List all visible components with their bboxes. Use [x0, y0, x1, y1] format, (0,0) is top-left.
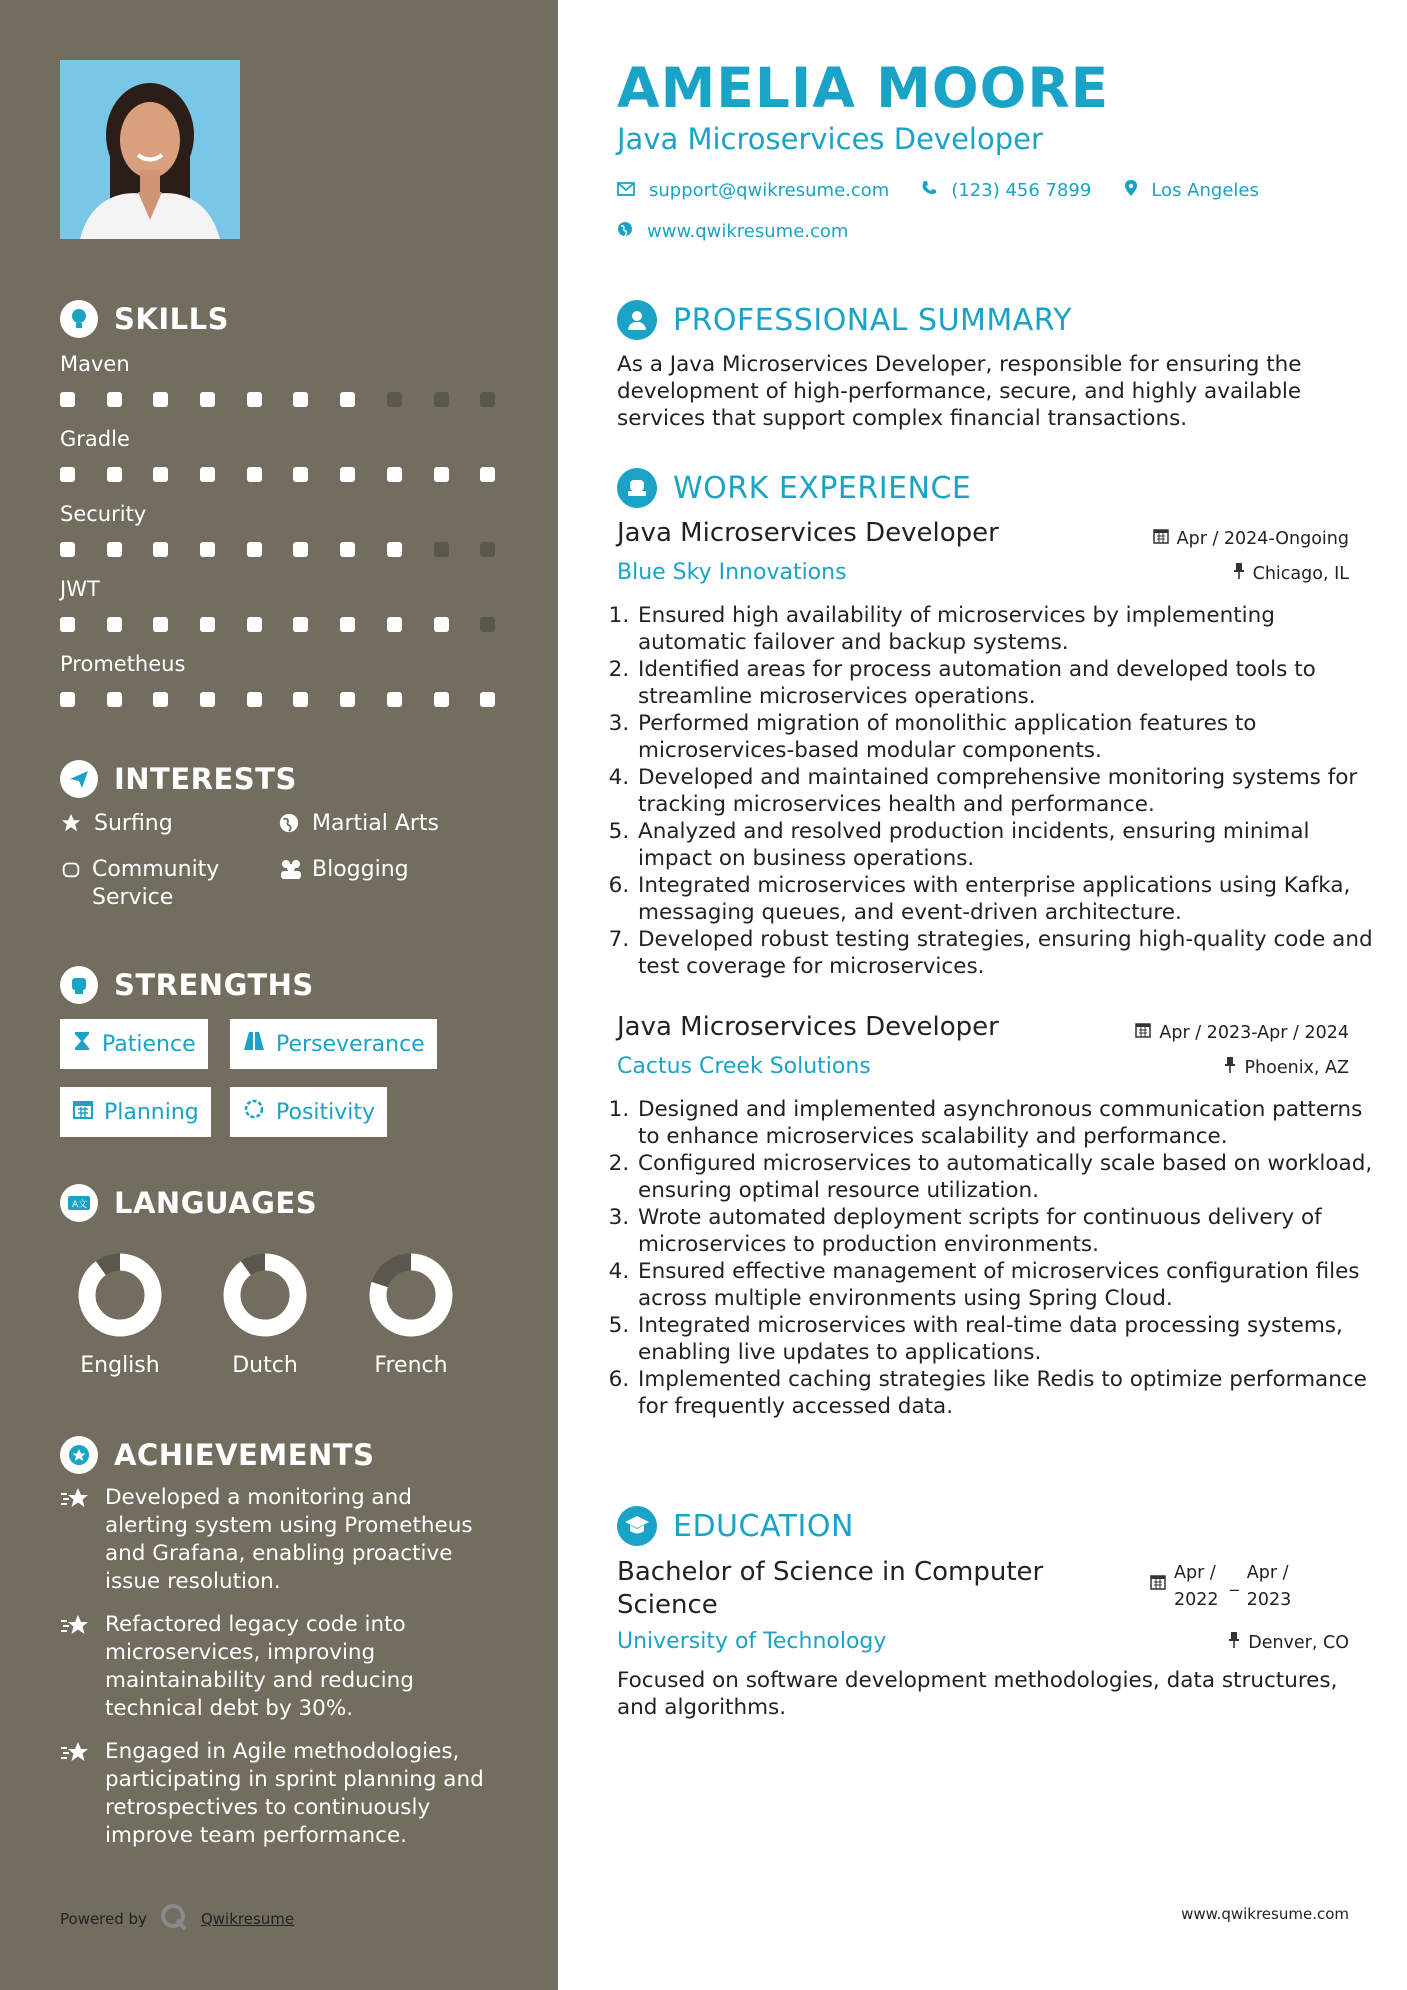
achievements-title: ACHIEVEMENTS — [114, 1438, 375, 1472]
skill-dot — [247, 467, 262, 482]
skill-dot — [387, 467, 402, 482]
summary-title: PROFESSIONAL SUMMARY — [673, 302, 1073, 338]
powered-by-label: Powered by — [60, 1910, 147, 1928]
skill-dot — [107, 467, 122, 482]
skill-rating — [60, 692, 527, 707]
award-icon — [60, 1436, 98, 1474]
skill-dot — [107, 617, 122, 632]
achievement-item — [60, 1611, 500, 1723]
phone-text: (123) 456 7899 — [951, 180, 1092, 201]
skill-dot — [387, 392, 402, 407]
language-proficiency-ring — [223, 1253, 307, 1337]
job-duties — [612, 1096, 1376, 1420]
languages-title: LANGUAGES — [114, 1186, 318, 1220]
skill-dot — [340, 467, 355, 482]
achievement-item — [60, 1738, 500, 1850]
strength-badge — [60, 1019, 208, 1069]
duty-item: 3. Wrote automated deployment scripts for continuous delivery of microservices to production environments. — [636, 1204, 1376, 1258]
date-separator: _ — [1230, 1572, 1239, 1592]
skill-dot — [200, 542, 215, 557]
achievement-text: Engaged in Agile methodologies, participating in sprint planning and retrospectives to continuously improve team performance. — [105, 1739, 484, 1848]
interest-label: Surfing — [94, 811, 173, 836]
skill-dot — [247, 542, 262, 557]
language-icon — [60, 1184, 98, 1222]
skill-dot — [387, 542, 402, 557]
skill-dot — [60, 542, 75, 557]
job-dates — [1153, 528, 1349, 549]
skill-dot — [387, 617, 402, 632]
users-icon — [278, 858, 302, 882]
skill-dot — [200, 392, 215, 407]
strength-badge — [60, 1087, 211, 1137]
calendar-icon — [1135, 1022, 1151, 1043]
job-location — [1233, 563, 1349, 584]
contact-row — [617, 180, 1259, 201]
achievement-item — [60, 1484, 500, 1596]
website-row — [617, 221, 848, 242]
skill-dot — [153, 392, 168, 407]
skill-dot — [200, 692, 215, 707]
skill-dot — [340, 692, 355, 707]
graduation-cap-icon — [617, 1506, 657, 1546]
pin-icon — [1224, 1057, 1236, 1078]
globe-icon — [278, 812, 302, 836]
briefcase-icon — [617, 468, 657, 508]
skill-dot — [340, 392, 355, 407]
skill-dot — [60, 392, 75, 407]
skill-dot — [200, 467, 215, 482]
interest-item — [60, 810, 173, 838]
website-link[interactable]: www.qwikresume.com — [647, 221, 849, 242]
strength-label: Positivity — [276, 1099, 376, 1125]
skill-dot — [107, 392, 122, 407]
skill-name: Security — [60, 502, 147, 526]
shooting-star-icon — [60, 1613, 92, 1645]
email-link[interactable]: support@qwikresume.com — [649, 180, 890, 201]
education-location-text: Denver, CO — [1248, 1632, 1349, 1653]
duty-item: 1. Designed and implemented asynchronous communication patterns to enhance microservices scalability and performance. — [636, 1096, 1376, 1150]
education-title: EDUCATION — [673, 1508, 854, 1544]
skill-dot — [293, 542, 308, 557]
skill-rating — [60, 542, 527, 557]
skill-dot — [434, 392, 449, 407]
skill-dot — [434, 692, 449, 707]
job-location-text: Chicago, IL — [1252, 563, 1349, 584]
job-title: Java Microservices Developer — [617, 1012, 999, 1042]
skill-dot — [107, 542, 122, 557]
degree-title: Bachelor of Science in Computer Science — [617, 1557, 1044, 1620]
qwikresume-logo-icon — [159, 1902, 189, 1936]
skill-dot — [480, 392, 495, 407]
interest-item — [278, 856, 409, 884]
achievement-text: Developed a monitoring and alerting system using Prometheus and Grafana, enabling proactive issue resolution. — [105, 1485, 473, 1594]
shooting-star-icon — [60, 1740, 92, 1772]
svg-text:A文: A文 — [72, 1200, 88, 1210]
skill-dot — [153, 542, 168, 557]
skill-dot — [153, 692, 168, 707]
interests-heading — [60, 760, 297, 798]
job-location-text: Phoenix, AZ — [1244, 1057, 1349, 1078]
candidate-name: AMELIA MOORE — [617, 56, 1110, 120]
duty-item: 4. Developed and maintained comprehensive monitoring systems for tracking microservices health and performance. — [636, 764, 1376, 818]
calendar-icon — [1153, 528, 1169, 549]
duty-item: 6. Implemented caching strategies like Redis to optimize performance for frequently accessed data. — [636, 1366, 1376, 1420]
job-title: Java Microservices Developer — [617, 518, 999, 548]
interest-label: Martial Arts — [312, 811, 440, 836]
duty-item: 6. Integrated microservices with enterprise applications using Kafka, messaging queues, and event-driven architecture. — [636, 872, 1376, 926]
skill-dot — [247, 392, 262, 407]
skill-rating — [60, 392, 527, 407]
shooting-star-icon — [60, 1486, 92, 1518]
lightbulb-icon — [60, 300, 98, 338]
skill-dot — [60, 617, 75, 632]
strengths-title: STRENGTHS — [114, 968, 314, 1002]
achievements-heading — [60, 1436, 374, 1474]
skill-dot — [480, 542, 495, 557]
footer-website-link[interactable]: www.qwikresume.com — [1181, 1905, 1349, 1923]
skill-dot — [480, 617, 495, 632]
skill-dot — [60, 692, 75, 707]
skill-dot — [153, 467, 168, 482]
company-name: Cactus Creek Solutions — [617, 1054, 871, 1079]
language-name: Dutch — [232, 1353, 298, 1378]
duty-item: 7. Developed robust testing strategies, ensuring high-quality code and test coverage for microservices. — [636, 926, 1376, 980]
road-icon — [242, 1031, 266, 1057]
phone-icon — [921, 180, 937, 201]
skill-dot — [387, 692, 402, 707]
duty-item: 3. Performed migration of monolithic application features to microservices-based modular components. — [636, 710, 1376, 764]
education-location — [1228, 1632, 1349, 1653]
globe-icon — [617, 221, 633, 242]
duty-item: 2. Configured microservices to automatically scale based on workload, ensuring optimal resource utilization. — [636, 1150, 1376, 1204]
interests-title: INTERESTS — [114, 762, 297, 796]
achievement-text: Refactored legacy code into microservices, improving maintainability and reducing technical debt by 30%. — [105, 1612, 414, 1721]
skill-dot — [480, 467, 495, 482]
skill-rating — [60, 617, 527, 632]
education-start: Apr / 2022 — [1174, 1563, 1219, 1610]
strength-label: Planning — [104, 1099, 199, 1125]
skill-dot — [434, 542, 449, 557]
strengths-heading — [60, 966, 314, 1004]
strength-badge — [230, 1087, 387, 1137]
fist-icon — [60, 966, 98, 1004]
hourglass-icon — [72, 1030, 92, 1058]
skill-dot — [107, 692, 122, 707]
duty-item: 5. Analyzed and resolved production incidents, ensuring minimal impact on business operations. — [636, 818, 1376, 872]
job-location — [1224, 1057, 1349, 1078]
star-icon — [60, 812, 84, 836]
education-heading — [617, 1506, 854, 1546]
skill-name: Gradle — [60, 427, 130, 451]
languages-heading — [60, 1184, 317, 1222]
summary-heading — [617, 300, 1072, 340]
duty-item: 2. Identified areas for process automation and developed tools to streamline microservices operations. — [636, 656, 1376, 710]
map-marker-icon — [1125, 180, 1137, 201]
education-end: Apr / 2023 — [1246, 1563, 1292, 1610]
school-name: University of Technology — [617, 1629, 887, 1654]
skill-dot — [153, 617, 168, 632]
language-name: French — [374, 1353, 448, 1378]
qwikresume-link[interactable]: Qwikresume — [200, 1910, 295, 1928]
duty-item: 5. Integrated microservices with real-time data processing systems, enabling live updates to applications. — [636, 1312, 1376, 1366]
interest-item — [60, 856, 260, 912]
strength-badge — [230, 1019, 437, 1069]
skill-name: JWT — [60, 577, 100, 601]
duty-item: 4. Ensured effective management of microservices configuration files across multiple environments using Spring Cloud. — [636, 1258, 1376, 1312]
skill-dot — [434, 467, 449, 482]
job-duties — [612, 602, 1376, 980]
skill-dot — [60, 467, 75, 482]
skill-dot — [247, 692, 262, 707]
language-proficiency-ring — [369, 1253, 453, 1337]
interest-label: Blogging — [312, 857, 409, 882]
summary-text: As a Java Microservices Developer, responsible for ensuring the development of high-performance, secure, and highly available services that support complex financial transactions. — [617, 352, 1302, 431]
paper-plane-icon — [60, 760, 98, 798]
skills-title: SKILLS — [114, 302, 229, 336]
strength-label: Patience — [102, 1031, 196, 1057]
skills-heading — [60, 300, 229, 338]
skill-dot — [293, 692, 308, 707]
profile-photo — [60, 60, 240, 239]
skill-dot — [340, 542, 355, 557]
job-dates-text: Apr / 2024-Ongoing — [1176, 528, 1349, 549]
pin-icon — [1233, 563, 1245, 584]
hand-icon — [60, 858, 84, 882]
skill-rating — [60, 467, 527, 482]
duty-item: 1. Ensured high availability of microservices by implementing automatic failover and backup systems. — [636, 602, 1376, 656]
interest-label: Community Service — [92, 857, 220, 910]
skill-dot — [247, 617, 262, 632]
language-ring-fill — [87, 1262, 153, 1328]
education-dates — [1150, 1560, 1295, 1614]
skill-dot — [293, 617, 308, 632]
calendar-icon — [72, 1098, 94, 1126]
strength-label: Perseverance — [276, 1031, 425, 1057]
education-text: Focused on software development methodologies, data structures, and algorithms. — [617, 1668, 1338, 1720]
company-name: Blue Sky Innovations — [617, 560, 847, 585]
skill-name: Maven — [60, 352, 130, 376]
job-dates — [1135, 1022, 1349, 1043]
skill-dot — [293, 392, 308, 407]
calendar-icon — [1150, 1574, 1166, 1595]
skill-dot — [434, 617, 449, 632]
interest-item — [278, 810, 439, 838]
skill-dot — [480, 692, 495, 707]
language-ring-fill — [232, 1262, 298, 1328]
sun-icon — [242, 1097, 266, 1127]
candidate-role: Java Microservices Developer — [617, 122, 1043, 156]
skill-name: Prometheus — [60, 652, 186, 676]
language-name: English — [80, 1353, 160, 1378]
powered-by — [60, 1902, 294, 1936]
user-icon — [617, 300, 657, 340]
experience-heading — [617, 468, 971, 508]
location-text: Los Angeles — [1151, 180, 1259, 201]
job-dates-text: Apr / 2023-Apr / 2024 — [1159, 1022, 1349, 1043]
skill-dot — [340, 617, 355, 632]
skill-dot — [293, 467, 308, 482]
experience-title: WORK EXPERIENCE — [673, 470, 972, 506]
language-proficiency-ring — [78, 1253, 162, 1337]
envelope-icon — [617, 180, 635, 201]
skill-dot — [200, 617, 215, 632]
pin-icon — [1228, 1632, 1240, 1653]
